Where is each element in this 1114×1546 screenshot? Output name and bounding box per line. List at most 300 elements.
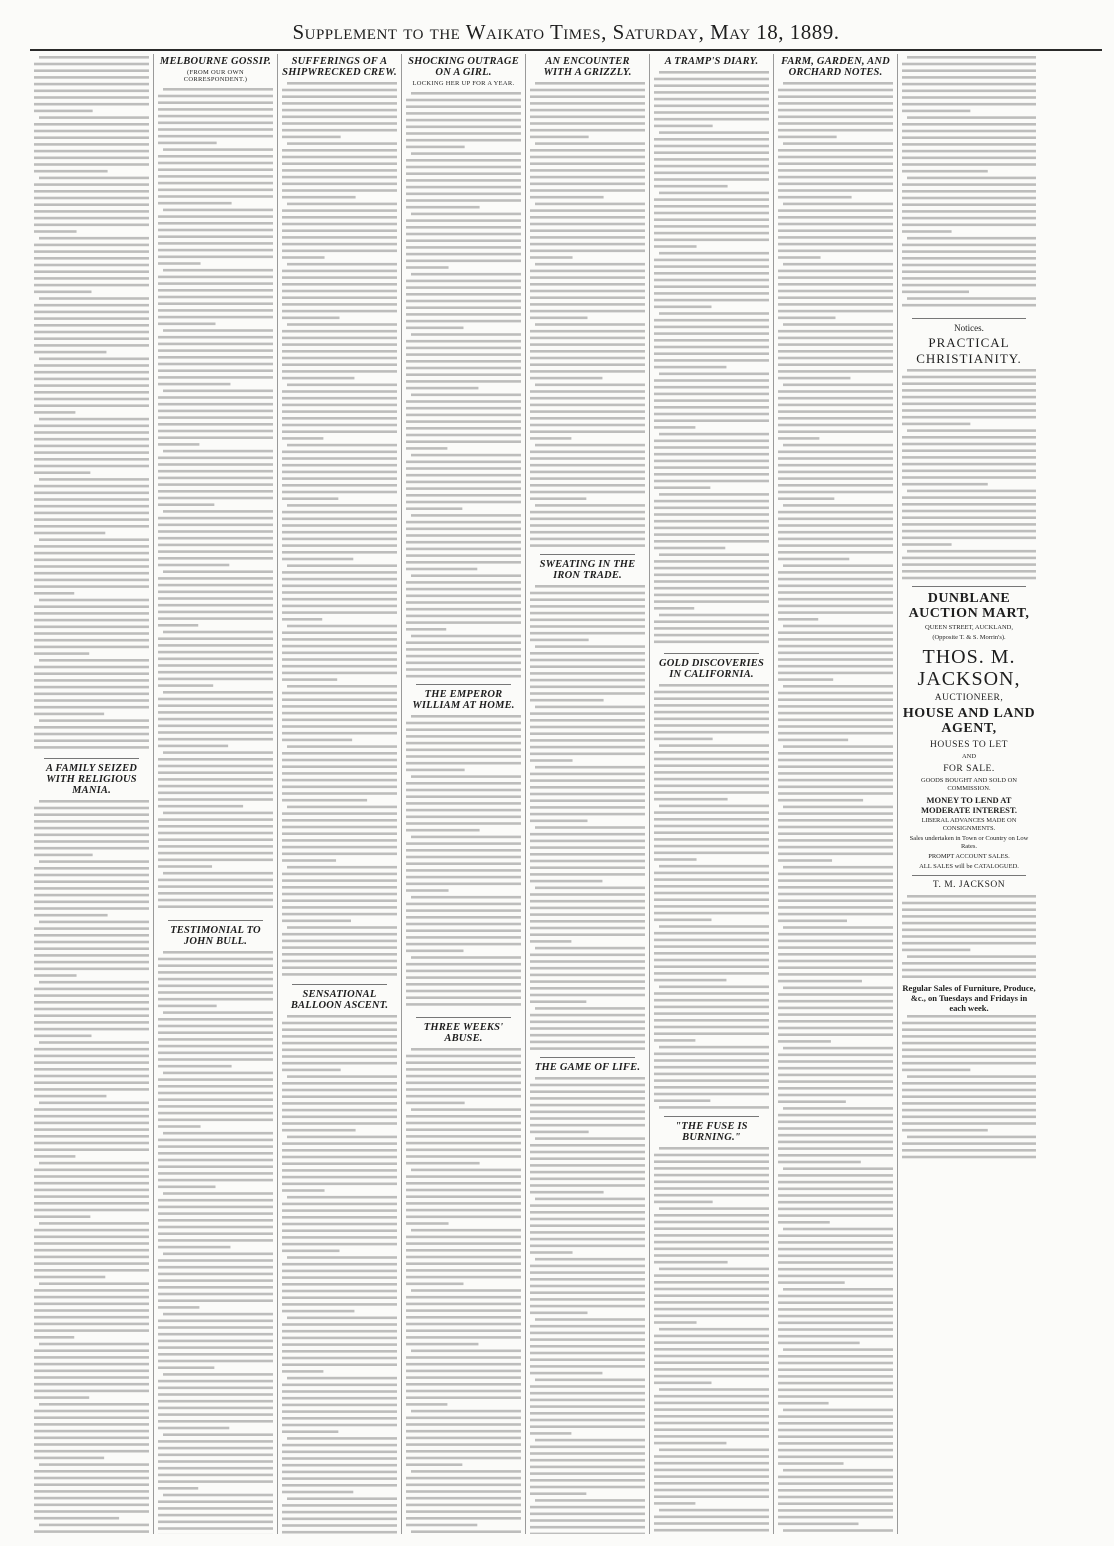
text-line xyxy=(902,483,988,486)
text-line xyxy=(158,544,273,547)
text-line xyxy=(778,1382,893,1385)
text-line xyxy=(34,217,149,220)
text-line xyxy=(34,203,149,206)
text-line xyxy=(902,570,1036,573)
text-line xyxy=(406,829,480,832)
text-line xyxy=(158,885,273,888)
text-line xyxy=(282,571,397,574)
text-line xyxy=(411,1048,521,1051)
text-line xyxy=(778,162,893,165)
text-line xyxy=(530,357,645,360)
text-line xyxy=(783,806,893,809)
text-line xyxy=(282,1524,397,1527)
text-line xyxy=(158,838,273,841)
text-line xyxy=(287,564,397,567)
text-line xyxy=(530,404,645,407)
article-text xyxy=(282,1013,397,1534)
text-line xyxy=(34,1189,149,1192)
text-line xyxy=(902,103,1036,106)
text-line xyxy=(530,1312,588,1315)
text-line xyxy=(778,343,893,346)
text-line xyxy=(902,908,1036,911)
text-line xyxy=(778,169,893,172)
text-line xyxy=(778,598,893,601)
text-line xyxy=(34,994,149,997)
text-line xyxy=(287,384,397,387)
text-line xyxy=(778,317,836,320)
text-line xyxy=(158,825,273,828)
text-line xyxy=(530,216,645,219)
text-line xyxy=(902,516,1036,519)
article-text xyxy=(902,1013,1036,1163)
text-line xyxy=(34,619,149,622)
text-line xyxy=(287,685,397,688)
text-line xyxy=(158,1259,273,1262)
text-line xyxy=(654,641,769,644)
text-line xyxy=(39,538,149,541)
text-line xyxy=(282,946,397,949)
text-line xyxy=(34,552,149,555)
text-line xyxy=(406,762,521,765)
text-line xyxy=(34,1309,149,1312)
text-line xyxy=(530,457,645,460)
text-line xyxy=(158,785,273,788)
text-line xyxy=(778,1502,893,1505)
text-line xyxy=(34,210,149,213)
text-line xyxy=(778,645,893,648)
text-line xyxy=(34,391,149,394)
text-line xyxy=(902,224,1036,227)
article-text xyxy=(282,80,397,980)
text-line xyxy=(654,872,769,875)
text-line xyxy=(39,860,149,863)
text-line xyxy=(783,625,893,628)
article-text xyxy=(406,713,521,1013)
text-line xyxy=(158,1380,273,1383)
text-lines xyxy=(282,1013,397,1534)
text-line xyxy=(406,1356,521,1359)
text-line xyxy=(406,534,521,537)
text-line xyxy=(406,380,521,383)
text-line xyxy=(530,779,645,782)
text-line xyxy=(778,591,893,594)
text-line xyxy=(34,1236,149,1239)
text-line xyxy=(530,283,645,286)
text-line xyxy=(163,329,273,332)
text-line xyxy=(907,429,1036,432)
ad-houses: HOUSES TO LET xyxy=(930,739,1008,750)
text-line xyxy=(158,128,273,131)
text-lines xyxy=(34,54,149,754)
text-line xyxy=(535,645,645,648)
text-line xyxy=(654,691,769,694)
text-line xyxy=(778,1402,829,1405)
text-line xyxy=(406,735,521,738)
text-line xyxy=(778,1523,859,1526)
text-line xyxy=(530,1419,645,1422)
text-line xyxy=(778,1141,893,1144)
text-line xyxy=(902,409,1036,412)
text-line xyxy=(406,226,521,229)
text-line xyxy=(654,440,769,443)
article-text xyxy=(902,893,1036,983)
text-line xyxy=(282,216,397,219)
text-line xyxy=(406,1336,521,1339)
text-line xyxy=(654,892,769,895)
text-line xyxy=(778,511,893,514)
text-line xyxy=(535,1077,645,1080)
text-line xyxy=(530,162,645,165)
text-line xyxy=(34,1108,149,1111)
text-line xyxy=(406,641,521,644)
text-line xyxy=(902,250,1036,253)
text-line xyxy=(778,1442,893,1445)
text-line xyxy=(34,270,149,273)
text-line xyxy=(158,1186,216,1189)
text-line xyxy=(282,250,397,253)
text-line xyxy=(907,116,1036,119)
text-line xyxy=(654,547,725,550)
text-line xyxy=(778,1060,893,1063)
text-line xyxy=(778,698,893,701)
text-line xyxy=(406,802,521,805)
text-line xyxy=(902,244,1036,247)
text-line xyxy=(34,813,149,816)
text-line xyxy=(902,968,1036,971)
text-line xyxy=(530,853,645,856)
text-line xyxy=(282,966,397,969)
text-line xyxy=(34,880,149,883)
text-line xyxy=(902,1108,1036,1111)
text-line xyxy=(282,913,397,916)
text-line xyxy=(158,524,273,527)
text-line xyxy=(406,728,521,731)
text-line xyxy=(778,1174,893,1177)
text-line xyxy=(778,1194,893,1197)
divider xyxy=(168,920,263,921)
text-line xyxy=(778,678,833,681)
text-line xyxy=(778,551,893,554)
text-line xyxy=(282,1095,397,1098)
text-line xyxy=(778,605,893,608)
text-line xyxy=(654,574,769,577)
text-line xyxy=(530,813,645,816)
text-line xyxy=(282,1430,338,1433)
column-8 xyxy=(898,54,1040,1534)
text-line xyxy=(34,1336,74,1339)
text-line xyxy=(530,1021,645,1024)
text-line xyxy=(163,88,273,91)
text-line xyxy=(530,773,645,776)
text-line xyxy=(34,1530,149,1533)
text-line xyxy=(282,451,397,454)
text-line xyxy=(778,1476,893,1479)
text-line xyxy=(158,1393,273,1396)
text-line xyxy=(535,1137,645,1140)
text-line xyxy=(778,1429,893,1432)
text-line xyxy=(902,975,1036,978)
text-line xyxy=(778,1087,893,1090)
text-line xyxy=(778,1121,893,1124)
text-line xyxy=(34,934,149,937)
text-line xyxy=(654,419,769,422)
text-line xyxy=(654,1395,769,1398)
text-lines xyxy=(158,949,273,1534)
text-line xyxy=(654,1308,769,1311)
text-line xyxy=(34,1048,149,1051)
text-line xyxy=(282,1350,397,1353)
text-line xyxy=(282,1109,397,1112)
text-line xyxy=(530,960,645,963)
text-line xyxy=(158,1239,273,1242)
text-line xyxy=(406,1430,521,1433)
text-line xyxy=(158,1500,273,1503)
text-line xyxy=(659,433,769,436)
text-line xyxy=(158,490,273,493)
text-line xyxy=(530,954,645,957)
text-line xyxy=(783,203,893,206)
text-line xyxy=(902,257,1036,260)
text-line xyxy=(530,250,645,253)
text-line xyxy=(530,1000,586,1003)
text-line xyxy=(778,229,893,232)
text-line xyxy=(406,608,521,611)
text-line xyxy=(654,527,769,530)
text-line xyxy=(530,625,645,628)
text-line xyxy=(778,1080,893,1083)
text-line xyxy=(778,1241,893,1244)
text-line xyxy=(34,498,149,501)
divider xyxy=(664,1116,759,1117)
text-line xyxy=(287,745,397,748)
text-line xyxy=(654,1174,769,1177)
text-line xyxy=(406,159,521,162)
text-line xyxy=(902,210,1036,213)
text-line xyxy=(902,63,1036,66)
text-line xyxy=(158,443,199,446)
text-line xyxy=(34,69,149,72)
text-line xyxy=(34,820,149,823)
text-line xyxy=(654,1248,769,1251)
text-line xyxy=(406,1216,521,1219)
text-line xyxy=(158,731,273,734)
text-line xyxy=(406,548,521,551)
text-line xyxy=(778,1308,893,1311)
text-line xyxy=(406,521,521,524)
text-line xyxy=(406,1450,521,1453)
text-line xyxy=(158,276,273,279)
text-line xyxy=(158,1232,273,1235)
text-line xyxy=(406,1437,521,1440)
text-line xyxy=(158,1212,273,1215)
text-line xyxy=(902,389,1036,392)
text-line xyxy=(902,456,1036,459)
text-line xyxy=(654,1059,769,1062)
text-line xyxy=(406,916,521,919)
text-line xyxy=(282,652,397,655)
text-line xyxy=(411,1289,521,1292)
text-line xyxy=(778,1315,893,1318)
text-line xyxy=(158,1447,273,1450)
text-line xyxy=(34,1416,149,1419)
text-line xyxy=(34,344,149,347)
text-line xyxy=(778,1221,830,1224)
text-line xyxy=(783,1529,893,1532)
text-line xyxy=(778,578,893,581)
ad-money: MONEY TO LEND AT MODERATE INTEREST. xyxy=(920,794,1018,815)
text-line xyxy=(158,1514,273,1517)
text-line xyxy=(158,1058,273,1061)
text-line xyxy=(902,1041,1036,1044)
text-line xyxy=(530,1365,645,1368)
text-line xyxy=(282,799,367,802)
text-line xyxy=(406,233,521,236)
text-line xyxy=(530,497,586,500)
text-line xyxy=(282,1176,397,1179)
ad-title: DUNBLANE AUCTION MART, xyxy=(908,591,1030,622)
text-line xyxy=(659,1509,769,1512)
text-line xyxy=(406,1175,521,1178)
text-line xyxy=(654,731,769,734)
text-line xyxy=(530,1191,604,1194)
text-line xyxy=(530,994,645,997)
text-line xyxy=(34,1068,149,1071)
text-line xyxy=(406,1269,521,1272)
text-line xyxy=(282,176,397,179)
text-line xyxy=(778,672,893,675)
text-line xyxy=(654,1079,769,1082)
text-line xyxy=(34,492,149,495)
text-line xyxy=(654,718,769,721)
text-line xyxy=(158,698,273,701)
text-line xyxy=(282,631,397,634)
text-line xyxy=(34,532,105,535)
text-line xyxy=(902,190,1036,193)
text-line xyxy=(158,1320,273,1323)
text-line xyxy=(163,269,273,272)
text-line xyxy=(530,296,645,299)
text-line xyxy=(282,1189,325,1192)
text-line xyxy=(530,1533,645,1534)
text-line xyxy=(158,798,273,801)
text-line xyxy=(34,438,149,441)
text-line xyxy=(778,370,893,373)
text-line xyxy=(39,1222,149,1225)
text-line xyxy=(287,1015,397,1018)
masthead: Supplement to the Waikato Times, Saturday, May 18, 1889. xyxy=(30,6,1102,51)
text-line xyxy=(158,108,273,111)
text-line xyxy=(654,1019,769,1022)
text-line xyxy=(34,224,149,227)
text-line xyxy=(158,1172,273,1175)
text-line xyxy=(34,83,149,86)
text-line xyxy=(282,223,397,226)
text-line xyxy=(406,1457,521,1460)
text-line xyxy=(902,915,1036,918)
text-line xyxy=(654,607,694,610)
text-line xyxy=(659,1106,769,1109)
text-line xyxy=(282,1384,397,1387)
text-line xyxy=(158,1420,273,1423)
text-line xyxy=(158,302,273,305)
text-line xyxy=(654,724,769,727)
text-line xyxy=(406,1115,521,1118)
text-line xyxy=(654,905,769,908)
text-line xyxy=(406,1376,521,1379)
text-line xyxy=(406,950,464,953)
text-line xyxy=(654,1053,769,1056)
text-line xyxy=(163,1011,273,1014)
text-line xyxy=(34,465,149,468)
text-line xyxy=(406,139,521,142)
text-line xyxy=(654,1154,769,1157)
text-line xyxy=(282,1236,397,1239)
text-line xyxy=(34,123,149,126)
text-line xyxy=(778,296,893,299)
text-line xyxy=(778,491,893,494)
text-line xyxy=(778,102,893,105)
text-line xyxy=(406,112,521,115)
text-line xyxy=(287,1497,397,1500)
text-line xyxy=(282,1102,397,1105)
article-text xyxy=(654,1145,769,1534)
text-line xyxy=(34,331,149,334)
text-line xyxy=(163,1072,273,1075)
text-line xyxy=(282,1357,397,1360)
text-line xyxy=(282,1082,397,1085)
text-line xyxy=(158,356,273,359)
text-line xyxy=(34,1517,119,1520)
text-line xyxy=(34,1242,149,1245)
text-line xyxy=(282,1216,397,1219)
text-line xyxy=(34,1061,149,1064)
text-line xyxy=(287,263,397,266)
text-line xyxy=(778,310,893,313)
text-line xyxy=(654,105,769,108)
text-line xyxy=(530,477,645,480)
text-line xyxy=(287,1256,397,1259)
text-line xyxy=(654,600,769,603)
text-line xyxy=(282,1028,397,1031)
text-line xyxy=(282,1417,397,1420)
text-line xyxy=(654,145,769,148)
text-line xyxy=(783,564,893,567)
text-line xyxy=(654,952,769,955)
text-line xyxy=(34,827,149,830)
text-line xyxy=(158,1005,217,1008)
text-line xyxy=(778,719,893,722)
text-line xyxy=(778,1114,893,1117)
text-line xyxy=(406,755,521,758)
text-line xyxy=(535,1379,645,1382)
text-line xyxy=(654,1428,769,1431)
text-line xyxy=(902,1128,988,1131)
text-line xyxy=(406,1135,521,1138)
text-line xyxy=(778,906,893,909)
text-line xyxy=(39,921,149,924)
text-line xyxy=(287,1317,397,1320)
text-line xyxy=(654,919,712,922)
text-line xyxy=(535,263,645,266)
text-line xyxy=(282,658,397,661)
text-line xyxy=(530,276,645,279)
text-line xyxy=(530,538,645,541)
article-text xyxy=(902,367,1036,582)
text-line xyxy=(406,440,521,443)
text-line xyxy=(907,237,1036,240)
text-line xyxy=(287,926,397,929)
text-line xyxy=(902,537,1036,540)
